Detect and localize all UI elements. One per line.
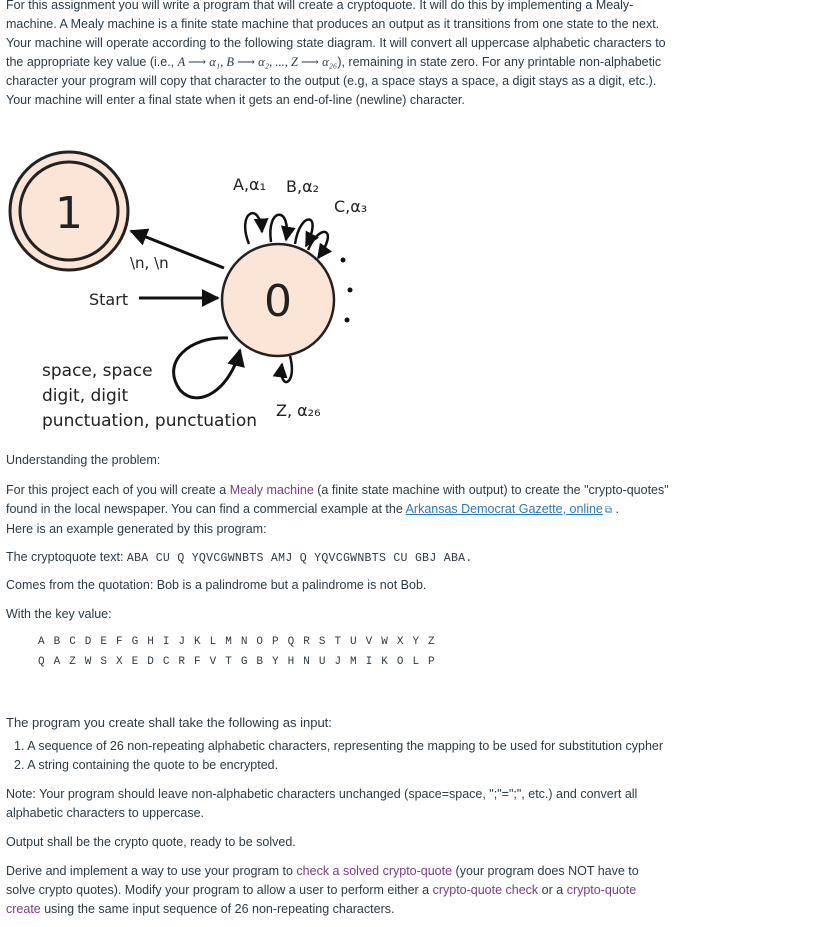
plain-alphabet-row: A B C D E F G H I J K L M N O P Q R S T U V W X Y Z (38, 636, 435, 648)
crypto-quote-check-term: crypto-quote check (432, 883, 539, 897)
original-quotation: Comes from the quotation: Bob is a palindrome but a palindrome is not Bob. (6, 578, 427, 592)
cryptoquote-example: The cryptoquote text: ABA CU Q YQVCGWNBTS AMJ Q YQVCGWNBTS CU GBJ ABA. (6, 550, 473, 565)
transition-label-a: A,α₁ (233, 175, 266, 194)
cipher-text: ABA CU Q YQVCGWNBTS AMJ Q YQVCGWNBTS CU GBJ ABA. (126, 552, 473, 565)
transition-label-b: B,α₂ (286, 177, 320, 196)
transition-label-z: Z, α₂₆ (276, 401, 321, 420)
understanding-heading: Understanding the problem: (6, 453, 161, 467)
key-label: With the key value: (6, 607, 112, 621)
omission-dots (341, 258, 353, 323)
final-state-1 (10, 152, 128, 270)
list-item: 1. A sequence of 26 non-repeating alphabetic characters, representing the mapping to be used for substitution cypher (14, 739, 664, 753)
non-alpha-self-loop (174, 338, 240, 398)
start-label: Start (89, 290, 129, 309)
self-loop-label-digit: digit, digit (42, 386, 129, 406)
input-list (6, 737, 714, 775)
transition-label-c: C,α₃ (334, 197, 368, 216)
mapping-math: A ⟶ α₁, B ⟶ α₂, ..., Z ⟶ α₂₆ (177, 55, 338, 69)
project-paragraph: For this project each of you will create a Mealy machine (a finite state machine with output) to create the "crypto-quotes" found in the local newspaper. You can find a commercial example at the Arkansas Democrat Gazette, online ⧉ . Here is an example generated by this program: (6, 483, 669, 536)
state-diagram (0, 140, 400, 440)
self-loop-label-punctuation: punctuation, punctuation (42, 411, 258, 431)
self-loop-label-space: space, space (42, 361, 153, 381)
newline-transition-label: \n, \n (130, 254, 169, 272)
derive-paragraph: Derive and implement a way to use your program to check a solved crypto-quote (your program does NOT have to solve crypto quotes). Modify your program to allow a user to perform either a crypto-quote check or a crypto-quote create using the same input sequence of 26 non-repeating characters. (6, 864, 639, 916)
start-state-0 (222, 244, 334, 356)
list-item: 2. A string containing the quote to be encrypted. (14, 758, 279, 772)
mealy-machine-term: Mealy machine (229, 483, 314, 497)
arkansas-gazette-link[interactable]: Arkansas Democrat Gazette, online (405, 502, 603, 516)
output-line: Output shall be the crypto quote, ready to be solved. (6, 835, 296, 849)
external-link-icon: ⧉ (604, 505, 613, 516)
check-solved-term: check a solved crypto-quote (296, 864, 453, 878)
note-paragraph: Note: Your program should leave non-alphabetic characters unchanged (space=space, ";"=";", etc.) and convert all alphabetic characters to uppercase. (6, 787, 638, 820)
key-alphabet-row: Q A Z W S X E D C R F V T G B Y H N U J M I K O L P (38, 656, 435, 668)
intro-paragraph: For this assignment you will write a program that will create a cryptoquote. It will do this by implementing a Mealy-machine. A Mealy machine is a finite state machine that produces an output as it transitions from one state to the next. Your machine will operate according to the following state diagram. It will convert all uppercase alphabetic characters to the appropriate key value (i.e., A ⟶ α₁, B ⟶ α₂, ..., Z ⟶ α₂₆), remaining in state zero. For any printable non-alphabetic character your program will copy that character to the output (e.g, a space stays a space, a digit stays as a digit, etc.). Your machine will enter a final state when it gets an end-of-line (newline) character. (6, 0, 666, 107)
input-heading: The program you create shall take the following as input: (6, 715, 332, 730)
crypto-quote-create-term: crypto-quote create (6, 883, 637, 916)
final-state-label: 1 (55, 188, 83, 239)
start-state-label: 0 (264, 276, 292, 327)
